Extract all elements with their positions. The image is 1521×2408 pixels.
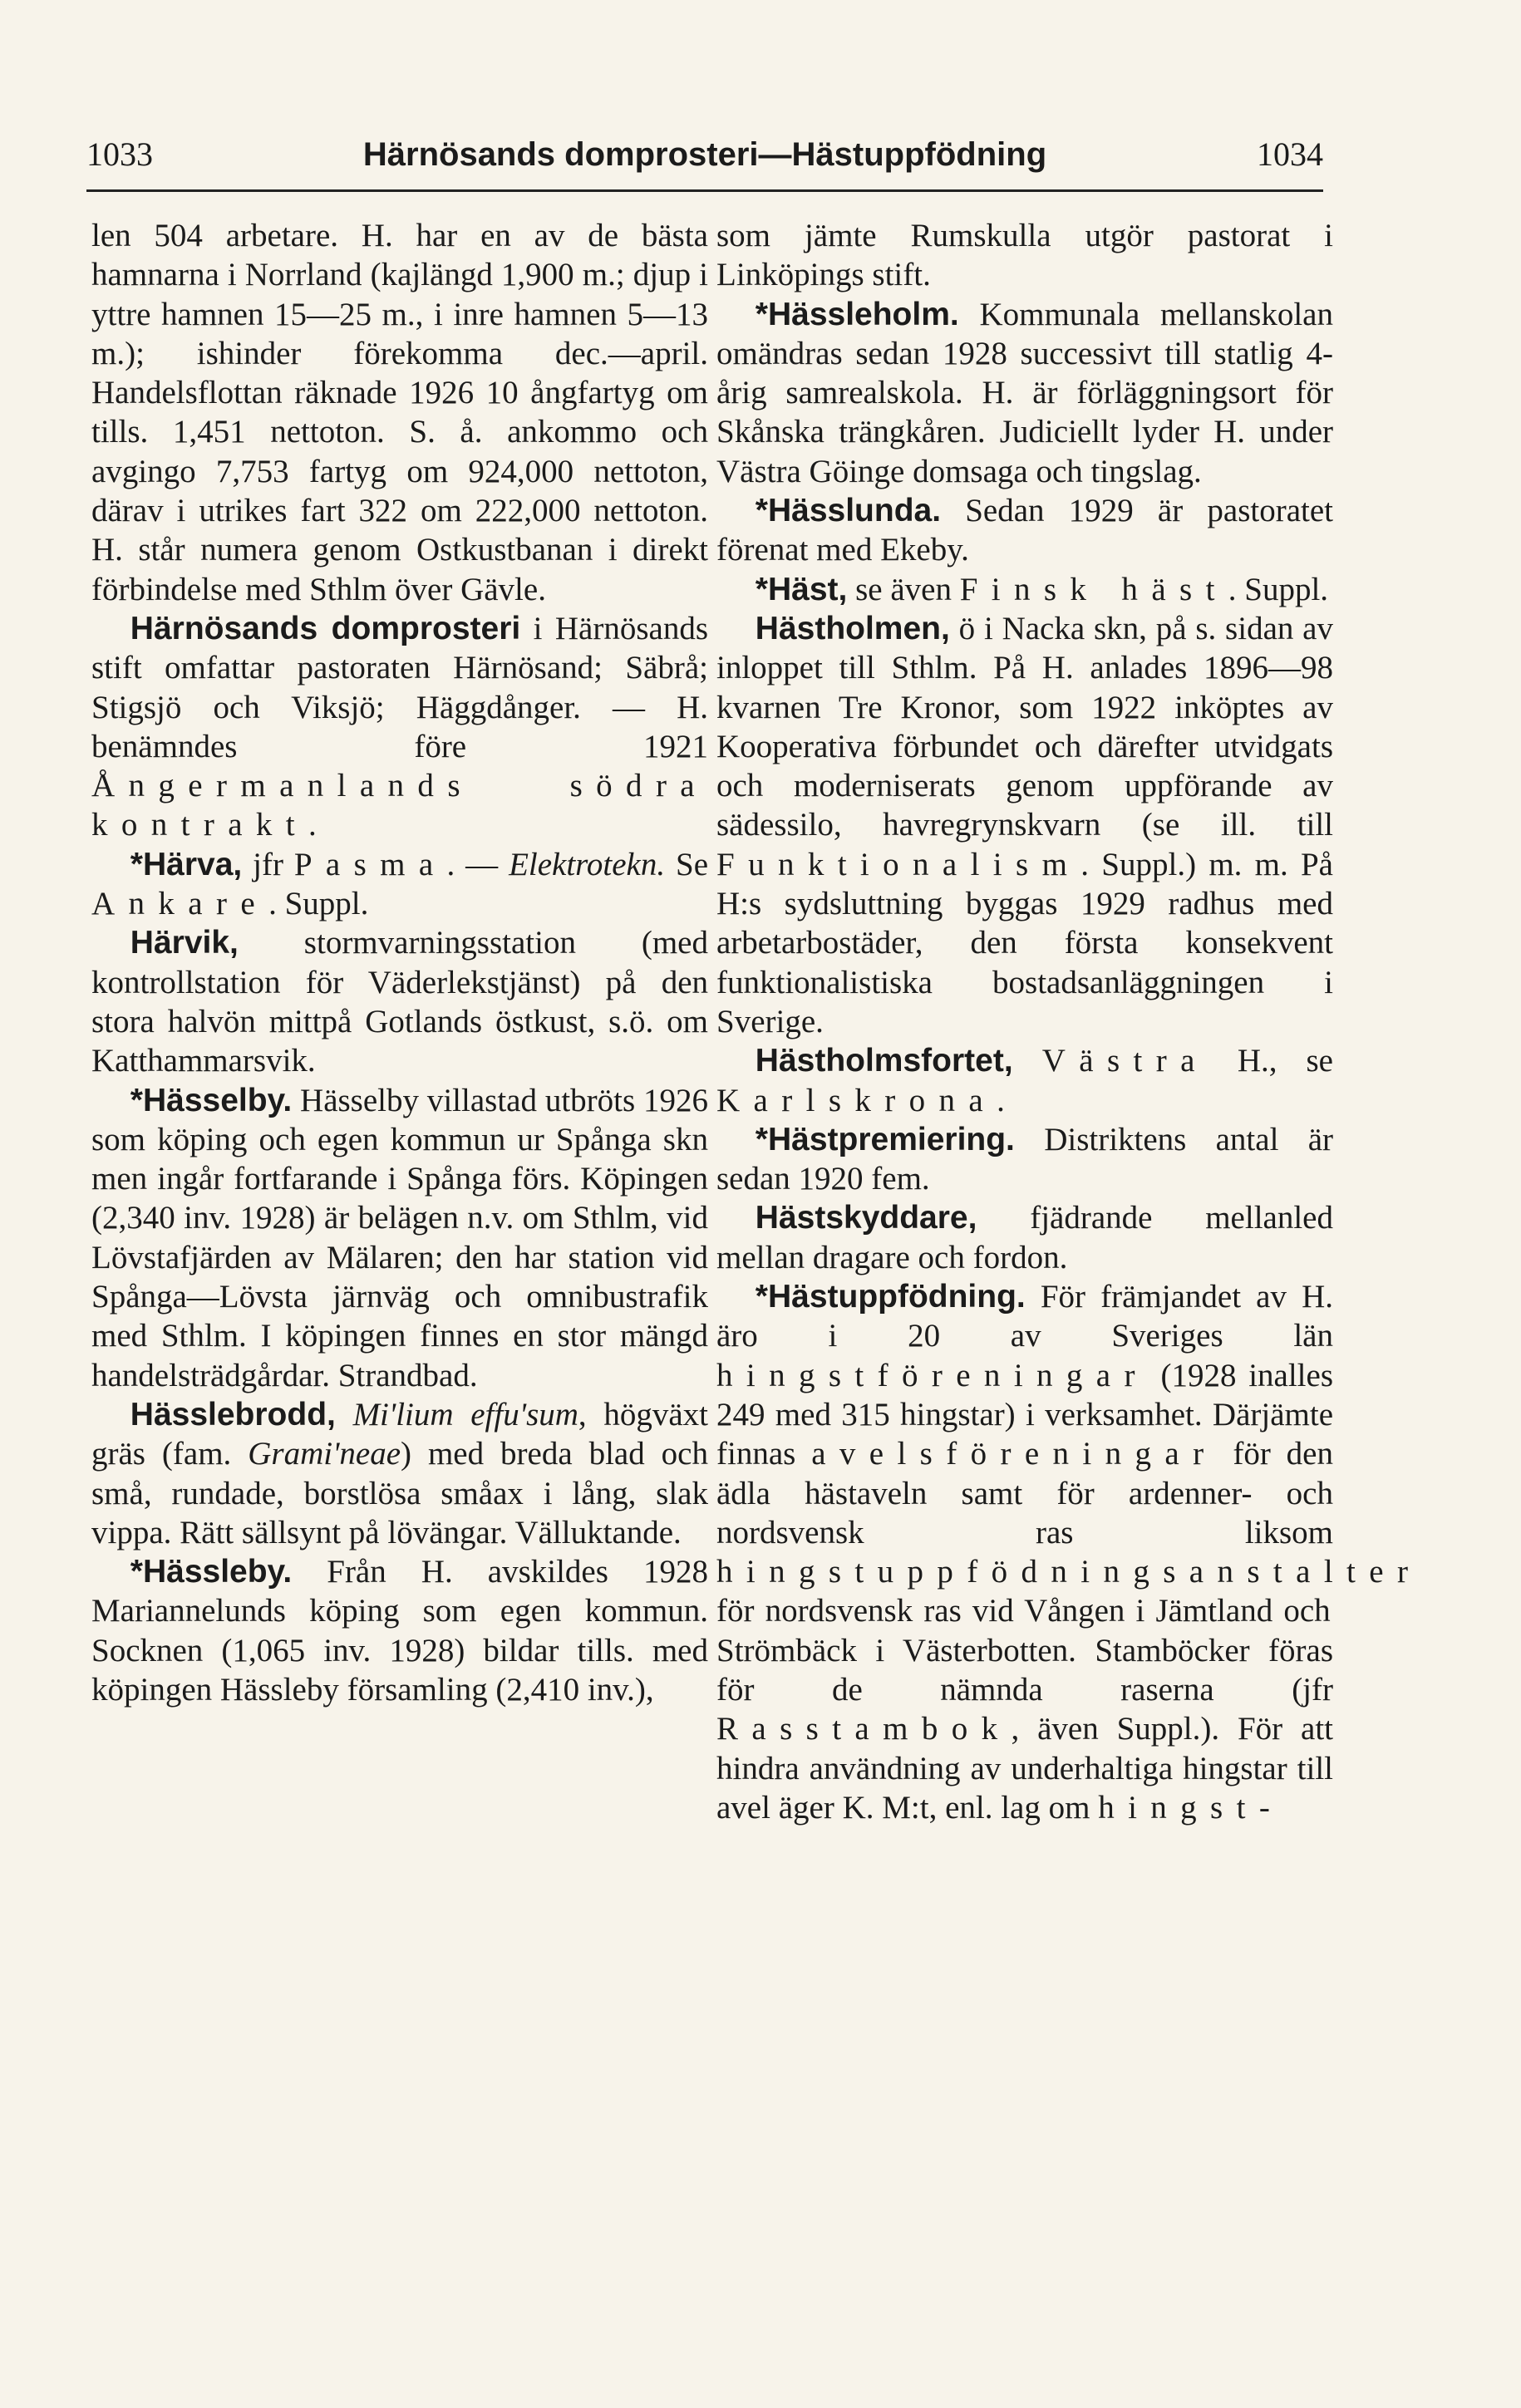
entry-text: jfr: [242, 846, 294, 882]
entry-headword: *Häst,: [755, 571, 848, 607]
spaced-text: Ankare: [91, 886, 269, 922]
entry-headword: Härnösands domprosteri: [130, 610, 521, 646]
entry-hast: [716, 570, 1333, 609]
right-page-number: 1034: [1257, 135, 1323, 173]
entry-text: Kommunala mellanskolan omändras sedan 1928 successivt till statlig 4-årig samrealskola. H. är förläggningsort för Skånska trängkåren. Judiciellt lyder H. under Västra Göinge domsaga och tingslag.: [716, 296, 1333, 489]
entry-text: se även: [847, 571, 960, 607]
entry-text: .: [308, 807, 317, 843]
entry-harnosands-domprosteri: [91, 609, 708, 845]
entry-text: . —: [446, 846, 509, 882]
entry-hasslunda: [716, 491, 1333, 570]
entry-headword: *Hässleholm.: [755, 296, 959, 332]
spaced-text: hingst-: [1098, 1789, 1284, 1826]
entry-text: stormvarningsstation (med kontrollstation för Väderlekstjänst) på den stora halvön mittpå Gotlands östkust, s.ö. om Katthammarsvik.: [91, 925, 708, 1079]
entry-headword: *Hässelby.: [130, 1082, 293, 1118]
spaced-text: Ångermanlands södra kontrakt: [91, 768, 708, 843]
spaced-text: Finsk häst: [959, 571, 1228, 607]
entry-harvik: [91, 923, 708, 1080]
entry-text: ö i Nacka skn, på s. sidan av inloppet till Sthlm. På H. anlades 1896—98 kvarnen Tre Kronor, som 1922 inköptes av Kooperativa förbundet och därefter utvidgats och moderniserats genom uppförande av sädessilo, havregrynskvarn (se ill. till: [716, 610, 1333, 843]
entry-harva: [91, 845, 708, 924]
entry-headword: Hässlebrodd,: [130, 1396, 336, 1433]
entry-text: För främjandet av H. äro i 20 av Sveriges län: [716, 1279, 1333, 1354]
spaced-text: Funktionalism: [716, 846, 1081, 882]
entry-text: , högväxt gräs (fam.: [91, 1396, 708, 1472]
left-column: [91, 216, 708, 1709]
entry-text: . Suppl.: [1228, 571, 1329, 607]
entry-hassleholm: [716, 295, 1333, 491]
header-rule: [86, 189, 1323, 192]
italic-text: Grami'neae: [248, 1436, 401, 1472]
entry-headword: *Hästpremiering.: [755, 1121, 1015, 1157]
entry-headword: Hästskyddare,: [755, 1200, 977, 1236]
spaced-text: hingstföreningar: [716, 1357, 1149, 1393]
entry-headword: *Härva,: [130, 846, 243, 882]
entry-text: för nordsvensk ras vid Vången i Jämtland och Strömbäck i Västerbotten. Stamböcker föras för de nämnda raserna (jfr: [716, 1593, 1333, 1708]
entry-text: . Suppl.) m. m. På H:s sydsluttning byggas 1929 radhus med arbetarbostäder, den första konsekvent funktionalistiska bostadsanläggningen i Sverige.: [716, 846, 1333, 1039]
spaced-text: Karlskrona: [716, 1082, 997, 1118]
entry-text: .: [997, 1082, 1005, 1118]
entry-hastskyddare: [716, 1198, 1333, 1277]
left-page-number: 1033: [86, 135, 153, 173]
entry-text: H., se: [1208, 1043, 1333, 1079]
entry-hastholmen: [716, 609, 1333, 1041]
right-column: [716, 216, 1422, 1827]
entry-hastuppfodning: [716, 1277, 1422, 1827]
entry-hassleby-continuation: [716, 216, 1333, 295]
entry-hassleby: [91, 1552, 708, 1709]
entry-text: Från H. avskildes 1928 Mariannelunds köping som egen kommun. Socknen (1,065 inv. 1928) bildar tills. med köpingen Hässleby församling (2,410 inv.),: [91, 1554, 708, 1708]
running-title: Härnösands domprosteri—Hästuppfödning: [362, 136, 1047, 173]
italic-text: Elektrotekn.: [509, 846, 666, 882]
entry-hasslebrodd: [91, 1395, 708, 1552]
entry-headword: Härvik,: [130, 925, 239, 961]
spaced-text: Västra: [1041, 1043, 1208, 1079]
entry-text: Se: [665, 846, 709, 882]
entry-text: Hässelby villastad utbröts 1926 som köping och egen kommun ur Spånga skn men ingår fortfarande i Spånga förs. Köpingen (2,340 inv. 1928) är belägen n.v. om Sthlm, vid Lövstafjärden av Mälaren; den har station vid Spånga—Lövsta järnväg och omnibustrafik med Sthlm. I köpingen finnes en stor mängd handelsträdgårdar. Strandbad.: [91, 1082, 708, 1393]
entry-text: . Suppl.: [268, 886, 369, 922]
entry-text: ) med breda blad och små, rundade, borstlösa småax i lång, slak vippa. Rätt sällsynt på lövängar. Välluktande.: [91, 1436, 708, 1550]
entry-hasselby: [91, 1081, 708, 1395]
entry-headword: *Hässlunda.: [755, 493, 942, 529]
entry-hastpremiering: [716, 1120, 1333, 1199]
entry-harnosand-continuation: [91, 216, 708, 609]
entry-text: fjädrande mellanled mellan dragare och fordon.: [716, 1200, 1333, 1275]
entry-headword: *Hässleby.: [130, 1554, 293, 1590]
entry-text: för den ädla hästaveln samt för ardenner- och nordsvensk ras liksom: [716, 1436, 1333, 1550]
entry-text: som jämte Rumskulla utgör pastorat i Linköpings stift.: [716, 218, 1333, 293]
spaced-text: hingstuppfödningsanstalter: [716, 1554, 1422, 1590]
entry-text: Distriktens antal är sedan 1920 fem.: [716, 1121, 1333, 1197]
entry-headword: Hästholmen,: [755, 610, 950, 646]
spaced-text: avelsföreningar: [811, 1436, 1218, 1472]
spaced-text: Pasma: [293, 846, 447, 882]
entry-text: (1928 inalles 249 med 315 hingstar) i verksamhet. Därjämte finnas: [716, 1357, 1333, 1472]
entry-text: len 504 arbetare. H. har en av de bästa hamnarna i Norrland (kajlängd 1,900 m.; djup i yttre hamnen 15—25 m., i inre hamnen 5—13 m.); ishinder förekomma dec.—april. Handelsflottan räknade 1926 10 ångfartyg om tills. 1,451 nettoton. S. å. ankommo och avgingo 7,753 fartyg om 924,000 nettoton, därav i utrikes fart 322 om 222,000 nettoton. H. står numera genom Ostkustbanan i direkt förbindelse med Sthlm över Gävle.: [91, 218, 708, 607]
spaced-text: Rasstambok: [716, 1711, 1012, 1747]
running-header: [86, 133, 1323, 186]
entry-text: i Härnösands stift omfattar pastoraten Härnösand; Säbrå; Stigsjö och Viksjö; Häggdånger. — H. benämndes före 1921: [91, 610, 708, 764]
entry-text: Sedan 1929 är pastoratet förenat med Ekeby.: [716, 493, 1333, 568]
italic-text: Mi'lium effu'sum: [352, 1396, 578, 1433]
entry-hastholmsfortet: [716, 1041, 1333, 1120]
entry-text: , även Suppl.). För att hindra användning av underhaltiga hingstar till avel äger K. M:t, enl. lag om: [716, 1711, 1333, 1826]
entry-headword: Hästholmsfortet,: [755, 1043, 1013, 1079]
entry-headword: *Hästuppfödning.: [755, 1279, 1026, 1315]
